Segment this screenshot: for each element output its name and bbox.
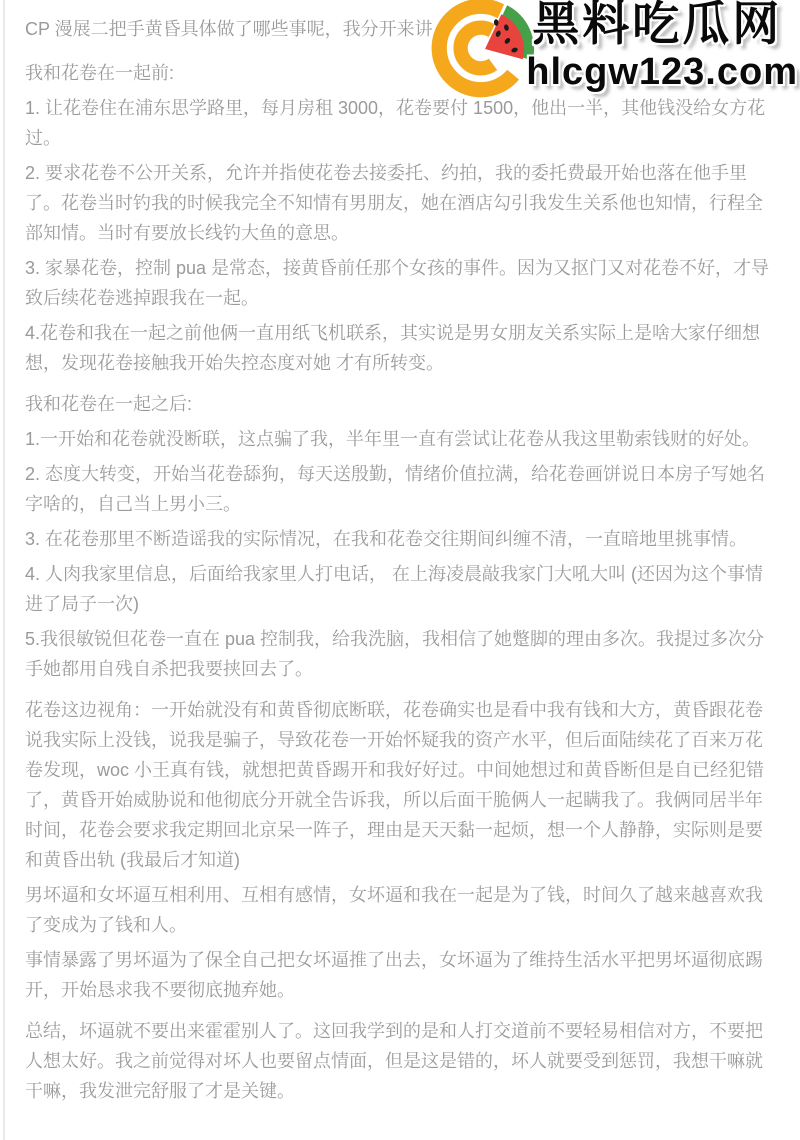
paragraph: 1. 让花卷住在浦东思学路里，每月房租 3000，花卷要付 1500，他出一半，其他钱没给女方花过。 [25,98,766,148]
article-title: CP 漫展二把手黄昏具体做了哪些事呢，我分开来讲 [25,19,433,39]
paragraph: 4.花卷和我在一起之前他俩一直用纸飞机联系，其实说是男女朋友关系实际上是啥大家仔细想想，发现花卷接触我开始失控态度对她 才有所转变。 [25,323,761,373]
paragraph: 2. 态度大转变，开始当花卷舔狗，每天送殷勤，情绪价值拉满，给花卷画饼说日本房子写她名字啥的，自己当上男小三。 [25,464,766,514]
page-left-border [3,0,5,1140]
paragraph: 事情暴露了男坏逼为了保全自己把女坏逼推了出去，女坏逼为了维持生活水平把男坏逼彻底踢开，开始恳求我不要彻底抛弃她。 [25,950,763,1000]
paragraph: 4. 人肉我家里信息，后面给我家里人打电话， 在上海凌晨敲我家门大吼大叫 (还因为这个事情进了局子一次) [25,564,764,614]
paragraph: 花卷这边视角：一开始就没有和黄昏彻底断联，花卷确实也是看中我有钱和大方，黄昏跟花卷说我实际上没钱，说我是骗子，导致花卷一开始怀疑我的资产水平，但后面陆续花了百来万花卷发现，woc 小王真有钱，就想把黄昏踢开和我好好过。中间她想过和黄昏断但是自已经犯错了，黄昏开始威胁说和他彻底分开就全告诉我，所以后面干脆俩人一起瞒我了。我俩同居半年时间，花卷会要求我定期回北京呆一阵子，理由是天天黏一起烦，想一个人静静，实际则是要和黄昏出轨 (我最后才知道) [25,700,765,870]
site-watermark [428,0,798,104]
watermelon-logo-icon [428,0,540,104]
paragraph: 男坏逼和女坏逼互相利用、互相有感情，女坏逼和我在一起是为了钱，时间久了越来越喜欢我了变成为了钱和人。 [25,885,763,935]
paragraph: 1.一开始和花卷就没断联，这点骗了我，半年里一直有尝试让花卷从我这里勒索钱财的好处。 [25,429,761,449]
paragraph: 总结，坏逼就不要出来霍霍别人了。这回我学到的是和人打交道前不要轻易相信对方，不要把人想太好。我之前觉得对坏人也要留点情面，但是这是错的，坏人就要受到惩罚，我想干嘛就干嘛，我发泄完舒服了才是关键。 [25,1021,763,1101]
article [25,14,777,1111]
paragraph: 5.我很敏锐但花卷一直在 pua 控制我，给我洗脑，我相信了她蹩脚的理由多次。我提过多次分手她都用自残自杀把我要挟回去了。 [25,629,765,679]
site-watermark-text [526,0,798,93]
paragraph: 2. 要求花卷不公开关系，允许并指使花卷去接委托、约拍，我的委托费最开始也落在他手里了。花卷当时钓我的时候我完全不知情有男朋友，她在酒店勾引我发生关系他也知情，行程全部知情。当时有要放长线钓大鱼的意思。 [25,163,763,243]
paragraph: 3. 在花卷那里不断造谣我的实际情况，在我和花卷交往期间纠缠不清，一直暗地里挑事情。 [25,529,748,549]
paragraph: 我和花卷在一起之后: [25,394,193,414]
site-url: hlcgw123.com [526,51,798,93]
paragraph: 我和花卷在一起前: [25,63,175,83]
site-name: 黑料吃瓜网 [532,0,783,50]
article-body [25,58,777,1106]
paragraph: 3. 家暴花卷，控制 pua 是常态，接黄昏前任那个女孩的事件。因为又抠门又对花卷不好，才导致后续花卷逃掉跟我在一起。 [25,258,770,308]
